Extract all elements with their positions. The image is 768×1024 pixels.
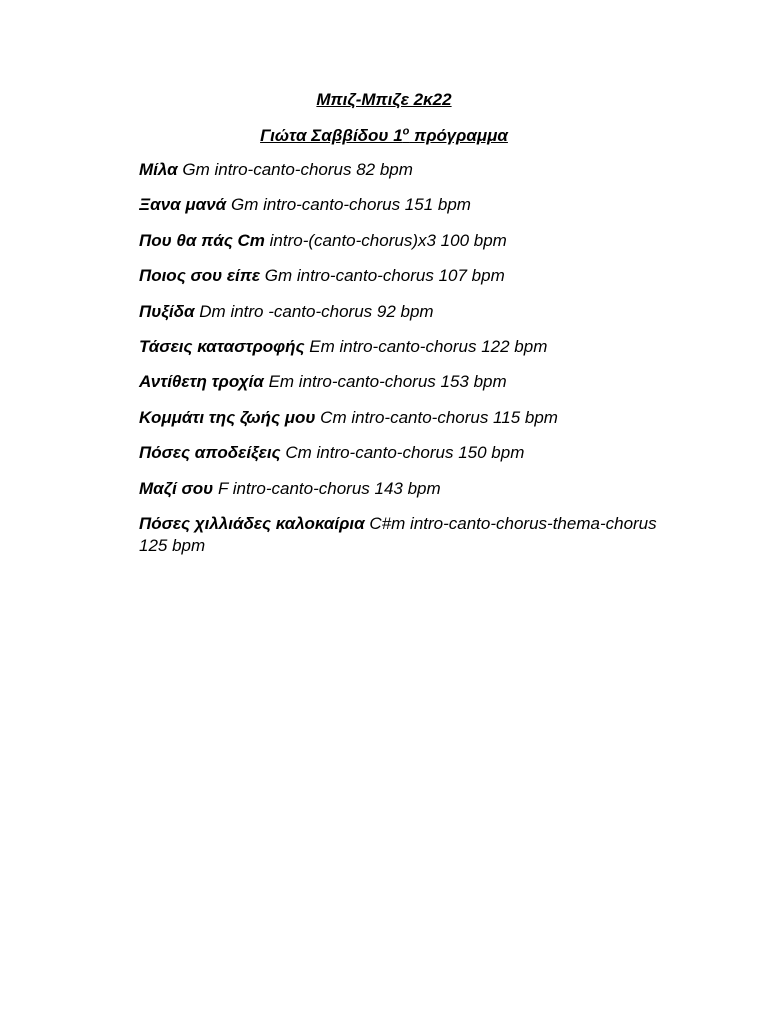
song-item: [139, 371, 659, 393]
subtitle-superscript: ο: [402, 125, 410, 138]
song-item: [139, 478, 659, 500]
song-title: Πόσες αποδείξεις: [139, 443, 281, 463]
song-item: [139, 265, 659, 287]
song-details: Cm intro-canto-chorus 115 bpm: [320, 407, 558, 427]
song-details: Gm intro-canto-chorus 82 bpm: [182, 160, 413, 179]
song-item: [139, 407, 659, 429]
song-title: Ξανα μανά: [139, 195, 227, 215]
song-item: [139, 194, 659, 216]
song-title: Τάσεις καταστροφής: [139, 336, 305, 356]
song-title: Πόσες χιλλιάδες καλοκαίρια: [139, 513, 365, 533]
song-title: Μίλα: [139, 160, 178, 179]
song-details: intro-(canto-chorus)x3 100 bpm: [269, 230, 507, 250]
song-details: Em intro-canto-chorus 153 bpm: [268, 372, 507, 392]
subtitle-main: Γιώτα Σαββίδου 1: [260, 126, 403, 145]
song-list: [139, 159, 659, 570]
song-details: Dm intro -canto-chorus 92 bpm: [199, 301, 434, 321]
document-title: Μπιζ-Μπιζε 2κ22: [316, 90, 452, 109]
song-title: Κομμάτι της ζωής μου: [139, 407, 316, 427]
song-item: [139, 159, 659, 181]
song-details: Cm intro-canto-chorus 150 bpm: [285, 443, 525, 463]
song-title: Ποιος σου είπε: [139, 266, 261, 286]
song-details: C#m intro-canto-chorus-thema-chorus 125 bpm: [139, 513, 657, 555]
document-subtitle: [0, 125, 768, 147]
song-item: [139, 336, 659, 358]
song-title: Που θα πάς Cm: [139, 230, 265, 250]
song-details: Em intro-canto-chorus 122 bpm: [309, 336, 548, 356]
song-details: F intro-canto-chorus 143 bpm: [217, 478, 441, 498]
song-item: [139, 301, 659, 323]
song-item: [139, 230, 659, 252]
song-title: Πυξίδα: [139, 301, 195, 321]
song-title: Αντίθετη τροχία: [139, 372, 264, 392]
song-title: Μαζί σου: [139, 478, 214, 498]
song-item: [139, 442, 659, 464]
subtitle-end: πρόγραμμα: [409, 126, 508, 145]
song-item: [139, 513, 659, 557]
song-details: Gm intro-canto-chorus 151 bpm: [230, 195, 471, 215]
song-details: Gm intro-canto-chorus 107 bpm: [264, 266, 505, 286]
